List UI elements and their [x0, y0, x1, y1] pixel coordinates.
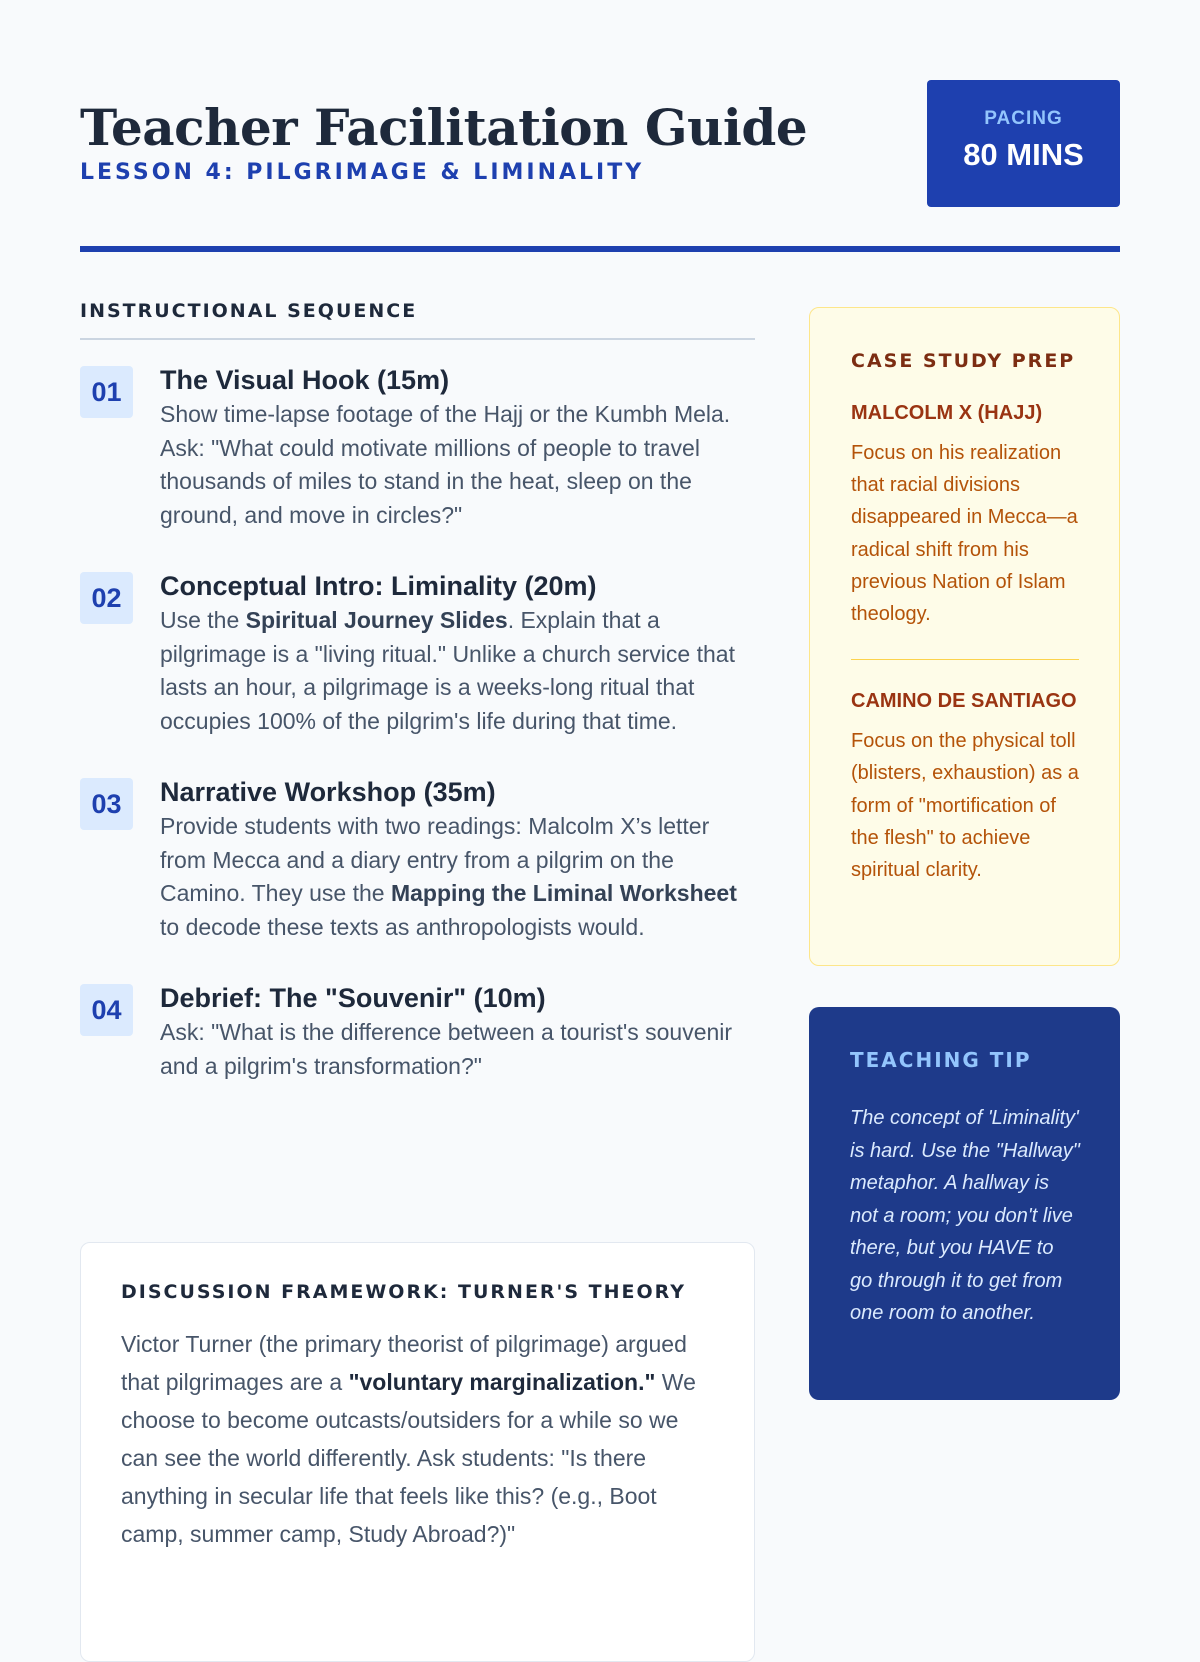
step-number: 03: [80, 778, 133, 830]
case-item: [851, 402, 1079, 630]
case-name: CAMINO DE SANTIAGO: [851, 690, 1077, 713]
step-body-text: Provide students with two readings: Malcolm X’s letter from Mecca and a diary entry from a pilgrim on the Camino. They use the: [160, 813, 710, 906]
sequence-step: [80, 980, 755, 1083]
resource-name: Mapping the Liminal Worksheet: [390, 880, 737, 906]
sequence-step: [80, 568, 755, 738]
step-number: 01: [80, 366, 133, 418]
case-study-heading: CASE STUDY PREP: [851, 350, 1076, 372]
step-body: Ask: "What is the difference between a tourist's souvenir and a pilgrim's transformation?": [160, 1019, 733, 1079]
guide-page: [80, 0, 1120, 1600]
framework-heading: DISCUSSION FRAMEWORK: TURNER'S THEORY: [121, 1281, 687, 1303]
header-divider: [80, 246, 1120, 252]
step-number: 04: [80, 984, 133, 1036]
page-title: Teacher Facilitation Guide: [80, 98, 808, 157]
step-body: [160, 810, 755, 944]
step-title: Debrief: The "Souvenir" (10m): [160, 983, 546, 1013]
case-divider: [851, 659, 1079, 660]
tip-text: The concept of 'Liminality' is hard. Use the "Hallway" metaphor. A hallway is not a room; you don't live there, but you HAVE to go through it to get from one room to another.: [850, 1107, 1080, 1324]
case-name: MALCOLM X (HAJJ): [851, 402, 1043, 424]
sequence-step: [80, 362, 755, 532]
teaching-tip-card: [809, 1007, 1120, 1400]
sequence-step: [80, 774, 755, 944]
sequence-heading: INSTRUCTIONAL SEQUENCE: [80, 300, 755, 340]
step-body-text: to decode these texts as anthropologists would.: [160, 913, 645, 940]
framework-key-term: "voluntary marginalization.": [348, 1369, 656, 1395]
page-header: [80, 80, 1120, 210]
framework-text: We choose to become outcasts/outsiders for a while so we can see the world differently. Ask students: "Is there anything in secular life that feels like this? (e.g., Boot camp, summer camp, Study Abroad?)": [121, 1369, 696, 1547]
case-item: [851, 690, 1079, 886]
framework-body: [121, 1325, 714, 1553]
step-title: Conceptual Intro: Liminality (20m): [160, 571, 597, 601]
framework-text: Victor Turner (the primary theorist of pilgrimage) argued that pilgrimages are a: [121, 1331, 687, 1395]
step-body-text: . Explain that a pilgrimage is a "living ritual." Unlike a church service that lasts an hour, a pilgrimage is a weeks-long ritual that occupies 100% of the pilgrim's life during that time.: [160, 607, 735, 734]
pacing-badge: [927, 80, 1120, 207]
step-body: [160, 604, 755, 738]
pacing-value: 80 MINS: [963, 137, 1084, 172]
instructional-sequence: [80, 300, 755, 1119]
step-number: 02: [80, 572, 133, 624]
step-title: Narrative Workshop (35m): [160, 777, 496, 807]
step-body: Show time-lapse footage of the Hajj or the Kumbh Mela. Ask: "What could motivate millions of people to travel thousands of miles to stand in the heat, sleep on the ground, and move in circles?": [160, 401, 731, 528]
tip-heading: TEACHING TIP: [850, 1048, 1032, 1072]
case-text: Focus on the physical toll (blisters, exhaustion) as a form of "mortification of the flesh" to achieve spiritual clarity.: [851, 730, 1079, 882]
resource-name: Spiritual Journey Slides: [245, 607, 508, 633]
step-title: The Visual Hook (15m): [160, 365, 450, 395]
pacing-label: PACING: [984, 108, 1063, 129]
case-text: Focus on his realization that racial divisions disappeared in Mecca—a radical shift from his previous Nation of Islam theology.: [851, 442, 1078, 626]
case-study-card: [809, 307, 1120, 966]
discussion-framework-card: [80, 1242, 755, 1662]
lesson-subtitle: LESSON 4: PILGRIMAGE & LIMINALITY: [80, 160, 645, 185]
step-body-text: Use the: [160, 607, 246, 633]
